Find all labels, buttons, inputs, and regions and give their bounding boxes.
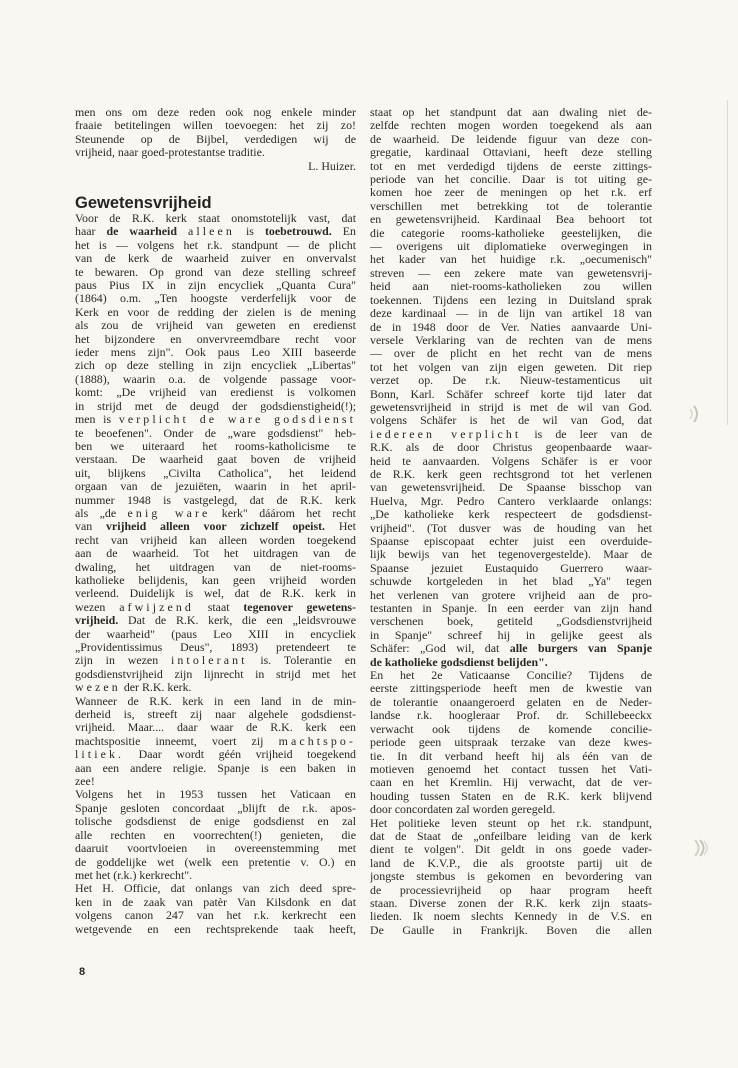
text-line (370, 870, 652, 883)
text-line (370, 160, 652, 173)
bold-emphasis: alle burgers van Spanje (509, 642, 652, 656)
text-run: Steunende op de Bijbel, verdedigen wij de (75, 132, 356, 146)
text-line (75, 896, 356, 909)
text-run: van gewetensvrijheid. De Spaanse bisschop van (370, 481, 652, 495)
text-line (370, 361, 652, 374)
bold-emphasis: vrijheid alleen voor zichzelf opeist. (105, 520, 326, 534)
text-run: ken in de zaak van patèr Van Kilsdonk en dat (75, 895, 356, 909)
text-line (75, 252, 356, 265)
text-line (75, 400, 356, 413)
text-line (370, 508, 652, 521)
text-run: vrijheid. Maar.... daar waar de R.K. kerk een (75, 721, 356, 735)
text-run: dat de Staat de „onfeilbare leiding van de kerk (370, 829, 652, 843)
text-line (75, 386, 356, 399)
text-run: Kerk en voor de redding der zielen is de mening (75, 305, 356, 319)
text-line (75, 735, 356, 748)
text-run: machtspositie inneemt, voert zij (75, 734, 279, 748)
text-run: de tolerantie onaangeroerd gelaten en de Neder- (370, 695, 652, 709)
text-line (370, 267, 652, 280)
text-run: (1888), waarin o.a. de volgende passage voor- (75, 372, 356, 386)
text-line (75, 641, 356, 654)
text-line (370, 535, 652, 548)
text-run: de processievrijheid op haar program heeft (370, 883, 652, 897)
text-line (370, 602, 652, 615)
text-line (75, 279, 356, 292)
text-line (370, 522, 652, 535)
text-run: is. Tolerantie en (247, 654, 356, 668)
text-run: het is — volgens het r.k. standpunt — de plicht (75, 238, 356, 252)
text-run: lijk bewijs van het tegenovergestelde). Maar de (370, 548, 652, 562)
text-line (75, 520, 356, 533)
text-run: zelfde rechten mogen worden toegekend als aan (370, 119, 652, 133)
text-line (370, 414, 652, 427)
text-run: jongste stembus is gekomen en bevordering van (370, 870, 652, 884)
text-line (75, 788, 356, 801)
text-line (75, 534, 356, 547)
text-run: (1864) o.m. „Ten hoogste verderfelijk voor de (75, 292, 356, 306)
spaced-emphasis: verplicht de ware godsdienst (118, 413, 356, 427)
spaced-emphasis: intolerant (171, 654, 248, 668)
text-line (370, 548, 652, 561)
text-run: aan de waarheid. Tot het uitdragen van de (75, 547, 356, 561)
text-line (75, 909, 356, 922)
text-run: testanten in Spanje. In een eerder van zijn hand (370, 602, 652, 616)
text-line (370, 321, 652, 334)
text-line (75, 815, 356, 828)
text-run: verleend. Duidelijk is wel, dat de R.K. kerk in (75, 587, 356, 601)
text-run: nummer 1948 is vastgelegd, dat de R.K. kerk (75, 493, 356, 507)
text-run: Het politieke leven steunt op het r.k. standpunt, (370, 816, 652, 830)
text-line (75, 146, 356, 159)
spaced-emphasis: afwijzend (119, 600, 194, 614)
text-run: en gewetensvrijheid. Kardinaal Bea behoort tot (370, 213, 652, 227)
text-run: En (331, 225, 356, 239)
text-line (370, 589, 652, 602)
text-line (75, 748, 356, 761)
text-run: Spanje gesloten concordaat „blijft de r.k. apos- (75, 801, 356, 815)
text-run: „Providentissimus Deus", 1893) pretendeert te (75, 641, 356, 654)
text-line (370, 763, 652, 776)
text-run: De Gaulle in Frankrijk. Boven die allen (370, 923, 652, 937)
text-run: streven — een zekere mate van gewetensvrij- (370, 266, 652, 280)
text-line (370, 682, 652, 695)
text-run: Wanneer de R.K. kerk in een land in de min- (75, 694, 356, 708)
section-heading: Gewetensvrijheid (75, 194, 212, 212)
text-run: deze kardinaal — in de lijn van artikel 18 van (370, 307, 652, 321)
text-run: ieder mens zijn". Ook paus Leo XIII baseerde (75, 346, 356, 360)
text-run: Schäfer: „God wil, dat (370, 642, 510, 656)
text-line (370, 696, 652, 709)
text-run: dwaling, het uitdragen van de niet-rooms- (75, 560, 356, 574)
page-edge-line (727, 100, 728, 425)
text-run: lieden. Ik noem slechts Kennedy in de V.S. en (370, 910, 652, 924)
text-run: periode geen uitspraak terzake van deze kwes- (370, 736, 652, 750)
text-line (370, 723, 652, 736)
text-line (370, 642, 652, 655)
text-line (370, 441, 652, 454)
text-run: Spaanse jezuiet Eustaquido Guerrero waar- (370, 561, 652, 575)
text-line (75, 587, 356, 600)
text-line (75, 494, 356, 507)
text-run: staat op het standpunt dat aan dwaling niet de- (370, 106, 652, 119)
right-column-body (370, 106, 652, 937)
text-line (370, 106, 652, 119)
text-run: houding tussen Staten en de R.K. kerk blijvend (370, 789, 652, 803)
text-run: is (234, 225, 265, 239)
text-run: ben we uiteraard het rooms-katholicisme te (75, 439, 356, 453)
text-line (75, 654, 356, 667)
text-run: paus Pius IX in zijn encycliek „Quanta Cura" (75, 279, 356, 293)
text-line (370, 575, 652, 588)
text-run: volgens Schäfer is het de wil van God, dat (370, 414, 652, 428)
text-run: caan en het Kremlin. Hij verwacht, dat de ver- (370, 776, 652, 790)
text-line (75, 133, 356, 146)
text-line (75, 668, 356, 681)
text-run: daaruit voortvloeien in overeenstemming met (75, 842, 356, 856)
text-line (75, 440, 356, 453)
page-number: 8 (79, 966, 86, 978)
text-line (370, 347, 652, 360)
text-line (75, 775, 356, 788)
text-run: verschillen met betrekking tot de tolerantie (370, 199, 652, 213)
text-run: staat (193, 600, 244, 614)
text-line (370, 897, 652, 910)
text-run: vrijheid, naar goed-protestantse traditie. (75, 146, 265, 160)
text-run: te bewaren. Op grond van deze stelling schreef (75, 265, 356, 279)
text-line (75, 306, 356, 319)
text-line (75, 681, 356, 694)
text-line (370, 401, 652, 414)
text-run: heid te aanvaarden. Volgens Schäfer is er voor (370, 454, 652, 468)
text-run: orgaan van de jezuiëten, waarin in het april- (75, 480, 356, 494)
text-line (370, 884, 652, 897)
text-run: zich op deze stelling in zijn encycliek „Libertas" (75, 359, 356, 373)
text-line (75, 507, 356, 520)
spaced-emphasis: alleen (188, 225, 235, 239)
text-line (370, 307, 652, 320)
text-run: Huelva, Mgr. Pedro Cantero verklaarde onlangs: (370, 494, 652, 508)
text-line (370, 227, 652, 240)
text-run: met het (r.k.) kerkrecht". (75, 868, 193, 882)
text-run: zijn in wezen (75, 654, 171, 668)
text-run: — overigens uit diplomatieke overwegingen in (370, 240, 652, 254)
text-run: wezen (75, 600, 120, 614)
text-line (370, 294, 652, 307)
text-run: wetgevende en een rechtsprekende taak heeft, (75, 922, 356, 936)
text-line (370, 374, 652, 387)
text-run: haar (75, 225, 107, 239)
text-line (370, 656, 652, 669)
text-run: van (75, 520, 106, 534)
text-line (370, 334, 652, 347)
text-run: heid aan niet-rooms-katholieken zou willen (370, 280, 652, 294)
text-run: der R.K. kerk. (120, 681, 192, 695)
text-line (370, 495, 652, 508)
punch-hole-mark-icon (689, 836, 713, 860)
text-run: tolische godsdienst de enige godsdienst en zal (75, 815, 356, 829)
text-line (370, 173, 652, 186)
author-signature: L. Huizer. (308, 158, 356, 173)
spaced-emphasis: litiek. (75, 748, 125, 762)
text-line (75, 212, 356, 225)
text-run: in strijd met de deugd der godsdienstigheid(!); (75, 399, 356, 413)
text-run: Dat de R.K. kerk, die een „leidsvrouwe (118, 614, 356, 628)
text-line (75, 266, 356, 279)
spaced-emphasis: enig ware (127, 506, 211, 520)
text-run: derheid is, streeft zij naar algehele godsdienst- (75, 708, 356, 722)
text-line (75, 856, 356, 869)
intro-paragraph (75, 106, 356, 160)
text-line (75, 359, 356, 372)
text-run: periode van het concilie. Daar is tot uiting ge- (370, 173, 652, 187)
text-run: Bonn, Karl. Schäfer schreef korte tijd later dat (370, 387, 652, 401)
text-run: „De katholieke kerk respecteert de godsdienst- (370, 508, 652, 522)
text-run: kerk" dáárom het recht (210, 506, 356, 520)
text-line (75, 467, 356, 480)
text-line (370, 186, 652, 199)
text-line (370, 817, 652, 830)
text-line (370, 146, 652, 159)
text-line (75, 802, 356, 815)
text-run: is de leer van de (521, 427, 652, 441)
text-run: Het H. Officie, dat onlangs van zich deed spre- (75, 882, 356, 896)
text-run: aan een andere religie. Spanje is een baken in (75, 761, 356, 775)
text-run: alle rechten en voorrechten(!) genieten, die (75, 828, 356, 842)
text-run: verschenen boek, getiteld „Godsdienstvrijheid (370, 615, 652, 629)
text-line (75, 333, 356, 346)
spaced-emphasis: machtspo- (278, 734, 356, 748)
bold-emphasis: de katholieke godsdienst belijden". (370, 655, 548, 669)
text-line (75, 547, 356, 560)
text-run: Voor de R.K. kerk staat onomstotelijk vast, dat (75, 212, 356, 225)
text-run: die categorie rooms-katholieke geestelijken, die (370, 226, 652, 240)
text-run: Daar wordt géén vrijheid toegekend (124, 748, 356, 762)
text-line (75, 225, 356, 238)
left-intro (75, 106, 356, 173)
text-run: verwacht ook tijdens de komende concilie- (370, 722, 652, 736)
text-run: staan. Diverse zonen der R.K. kerk zijn staats- (370, 896, 652, 910)
text-run: vrijheid". (Tot dusver was de houding van het (370, 521, 652, 535)
text-run: de waarheid. De leidende figuur van deze con- (370, 132, 652, 146)
text-line (75, 762, 356, 775)
text-run: als zou de vrijheid van geweten en eredienst (75, 319, 356, 333)
text-run: te beoefenen". Onder de „ware godsdienst" heb- (75, 426, 356, 440)
text-run: versele Verklaring van de rechten van de mens (370, 333, 652, 347)
text-run: men is (75, 413, 119, 427)
left-column-body (75, 212, 356, 936)
text-run: komen hoe zeer de meningen op het r.k. erf (370, 186, 652, 200)
text-line (370, 280, 652, 293)
text-line (370, 629, 652, 642)
text-run: de goddelijke wet (welk een pretentie v. O.) en (75, 855, 356, 869)
text-run: toekennen. Tijdens een lezing in Duitsland sprak (370, 293, 652, 307)
text-run: in Spanje" schreef hij in gelijke geest als (370, 628, 652, 642)
text-line (75, 708, 356, 721)
text-line (370, 253, 652, 266)
bold-emphasis: tegenover gewetens- (243, 600, 356, 614)
text-run: gregatie, kardinaal Ottaviani, heeft deze stelling (370, 146, 652, 160)
text-line (75, 292, 356, 305)
text-line (75, 106, 356, 119)
text-line (75, 842, 356, 855)
left-body-text (75, 212, 356, 936)
text-line (370, 240, 652, 253)
text-run: — over de plicht en het recht van de mens (370, 347, 652, 361)
text-line (370, 750, 652, 763)
spaced-emphasis: wezen (75, 681, 121, 695)
text-line (75, 373, 356, 386)
text-run: der waarheid" (paus Leo XIII in encycliek (75, 627, 356, 641)
text-run (177, 225, 188, 238)
text-line (75, 601, 356, 614)
text-line (75, 119, 356, 132)
text-line (370, 455, 652, 468)
bold-emphasis: vrijheid. (75, 614, 119, 628)
text-line (75, 480, 356, 493)
text-line (370, 803, 652, 816)
text-run: verzet op. De r.k. Nieuw-testamenticus uit (370, 374, 652, 388)
text-line (370, 133, 652, 146)
text-line (370, 790, 652, 803)
text-run: Volgens het in 1953 tussen het Vaticaan en (75, 788, 356, 802)
text-run: eerste zittingsperiode heeft men de kwestie van (370, 682, 652, 696)
text-run: katholieke belijdenis, kan geen vrijheid worden (75, 573, 356, 587)
text-run: zee! (75, 775, 95, 789)
text-line (75, 239, 356, 252)
text-line (75, 427, 356, 440)
text-run: motieven genoemd het contact tussen het Vati- (370, 762, 652, 776)
text-run: schuwde kortgeleden in het blad „Ya" tegen (370, 575, 652, 589)
right-body-text (370, 106, 652, 937)
text-run: gewetensvrijheid in strijd is met de wil van God. (370, 400, 652, 414)
text-run: En het 2e Vaticaanse Concilie? Tijdens de (370, 669, 652, 683)
text-line (75, 923, 356, 936)
text-line (370, 388, 652, 401)
text-run: fraaie betitelingen willen toevoegen: het zij zo! (75, 119, 356, 133)
text-run: als „de (75, 506, 128, 520)
text-line (75, 614, 356, 627)
text-run: dient te volgen". Dit geldt in ons goede vader- (370, 843, 652, 857)
bold-emphasis: toebetrouwd. (264, 225, 332, 239)
text-run: het kader van het huidige r.k. „oecumenisch" (370, 253, 652, 267)
text-run: R.K. als de door Christus geopenbaarde waar- (370, 441, 652, 455)
text-run: verstaan. De waarheid gaat boven de vrijheid (75, 453, 356, 467)
text-run: uit, blijkens „Civilta Catholica", het leidend (75, 466, 356, 480)
spaced-emphasis: iedereen verplicht (370, 427, 522, 441)
text-run: de in 1948 door de Ver. Naties aanvaarde Uni- (370, 320, 652, 334)
text-line (370, 562, 652, 575)
text-run: tot het volgen van zijn eigen geweten. Dit riep (370, 360, 652, 374)
text-line (370, 924, 652, 937)
text-line (75, 413, 356, 426)
text-run: tie. In dit verband heeft hij als één van de (370, 749, 652, 763)
text-line (370, 481, 652, 494)
punch-hole-mark-icon (686, 403, 706, 425)
text-line (75, 628, 356, 641)
text-line (370, 910, 652, 923)
text-run: tot en met verdedigd tijdens de eerste zittings- (370, 159, 652, 173)
text-run: land de K.V.P., die als grootste partij uit de (370, 856, 652, 870)
text-line (75, 561, 356, 574)
text-line (370, 830, 652, 843)
text-line (75, 453, 356, 466)
text-run: recht van vrijheid kan alleen worden toegekend (75, 533, 356, 547)
text-line (370, 428, 652, 441)
text-run: komt: „De vrijheid van eredienst is volkomen (75, 386, 356, 400)
text-line (370, 200, 652, 213)
text-run: Spaanse episcopaat echter juist een overduide- (370, 535, 652, 548)
text-run: door concordaten zal worden geregeld. (370, 803, 556, 817)
text-run: van de kerk de waarheid zuiver en onvervalst (75, 252, 356, 266)
text-line (75, 721, 356, 734)
text-run: godsdienstvrijheid zijn lijnrecht in strijd met het (75, 667, 356, 681)
text-line (75, 869, 356, 882)
text-line (75, 319, 356, 332)
text-run: het bijzondere en onvervreemdbare recht voor (75, 332, 356, 346)
text-line (370, 213, 652, 226)
text-line (370, 669, 652, 682)
text-run: Het (325, 520, 356, 534)
text-run: men ons om deze reden ook nog enkele minder (75, 106, 356, 119)
text-line (370, 776, 652, 789)
bold-emphasis: de waarheid (106, 225, 177, 239)
text-line (370, 843, 652, 856)
text-line (75, 829, 356, 842)
text-run: volgens canon 247 van het r.k. kerkrecht een (75, 909, 356, 923)
text-line (75, 882, 356, 895)
text-run: de R.K. kerk geen rechtsgrond tot het verlenen (370, 467, 652, 481)
text-line (370, 615, 652, 628)
text-line (370, 709, 652, 722)
text-run: landse r.k. hoogleraar Prof. dr. Schillebeeckx (370, 709, 652, 723)
text-line (75, 346, 356, 359)
text-line (370, 119, 652, 132)
text-line (75, 695, 356, 708)
text-line (75, 574, 356, 587)
text-line (370, 468, 652, 481)
text-line (370, 857, 652, 870)
text-line (370, 736, 652, 749)
text-run: het verlenen van grotere vrijheid aan de pro- (370, 588, 652, 602)
